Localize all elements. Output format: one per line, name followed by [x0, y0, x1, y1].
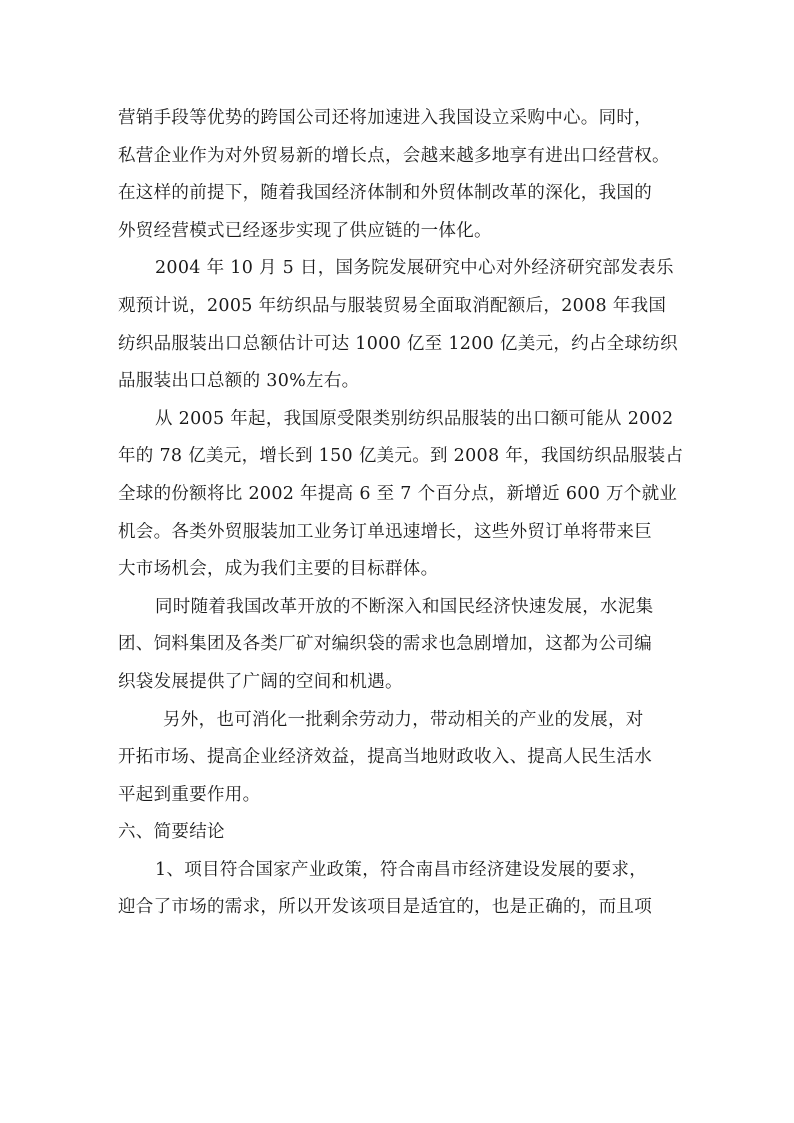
text-line: 迎合了市场的需求，所以开发该项目是适宜的，也是正确的，而且项	[118, 897, 652, 918]
text-line: 大市场机会，成为我们主要的目标群体。	[118, 559, 439, 580]
text-line: 平起到重要作用。	[118, 784, 261, 805]
paragraph-start-line: 1、项目符合国家产业政策，符合南昌市经济建设发展的要求，	[155, 859, 648, 880]
text-line: 私营企业作为对外贸易新的增长点，会越来越多地享有进出口经营权。	[118, 145, 670, 166]
section-heading: 六、简要结论	[118, 822, 225, 843]
text-line: 营销手段等优势的跨国公司还将加速进入我国设立采购中心。同时，	[118, 108, 652, 128]
text-line: 观预计说，2005 年纺织品与服装贸易全面取消配额后，2008 年我国	[118, 295, 667, 316]
text-line: 在这样的前提下，随着我国经济体制和外贸体制改革的深化，我国的	[118, 183, 652, 204]
text-line: 全球的份额将比 2002 年提高 6 至 7 个百分点，新增近 600 万个就业	[118, 483, 678, 504]
text-line: 外贸经营模式已经逐步实现了供应链的一体化。	[118, 220, 492, 241]
paragraph-start-line: 另外，也可消化一批剩余劳动力，带动相关的产业的发展，对	[163, 709, 644, 730]
text-line: 织袋发展提供了广阔的空间和机遇。	[118, 671, 403, 692]
text-line: 年的 78 亿美元，增长到 150 亿美元。到 2008 年，我国纺织品服装占	[118, 446, 684, 467]
paragraph-start-line: 从 2005 年起，我国原受限类别纺织品服装的出口额可能从 2002	[155, 408, 674, 429]
text-line: 开拓市场、提高企业经济效益，提高当地财政收入、提高人民生活水	[118, 747, 652, 768]
text-line: 品服装出口总额的 30%左右。	[118, 371, 360, 392]
paragraph-start-line: 同时随着我国改革开放的不断深入和国民经济快速发展，水泥集	[155, 596, 654, 617]
text-line: 团、饲料集团及各类厂矿对编织袋的需求也急剧增加，这都为公司编	[118, 634, 652, 655]
text-line: 纺织品服装出口总额估计可达 1000 亿至 1200 亿美元，约占全球纺织	[118, 333, 678, 354]
body-text	[118, 100, 684, 927]
text-line: 机会。各类外贸服装加工业务订单迅速增长，这些外贸订单将带来巨	[118, 521, 652, 542]
paragraph-start-line: 2004 年 10 月 5 日，国务院发展研究中心对外经济研究部发表乐	[155, 258, 674, 279]
